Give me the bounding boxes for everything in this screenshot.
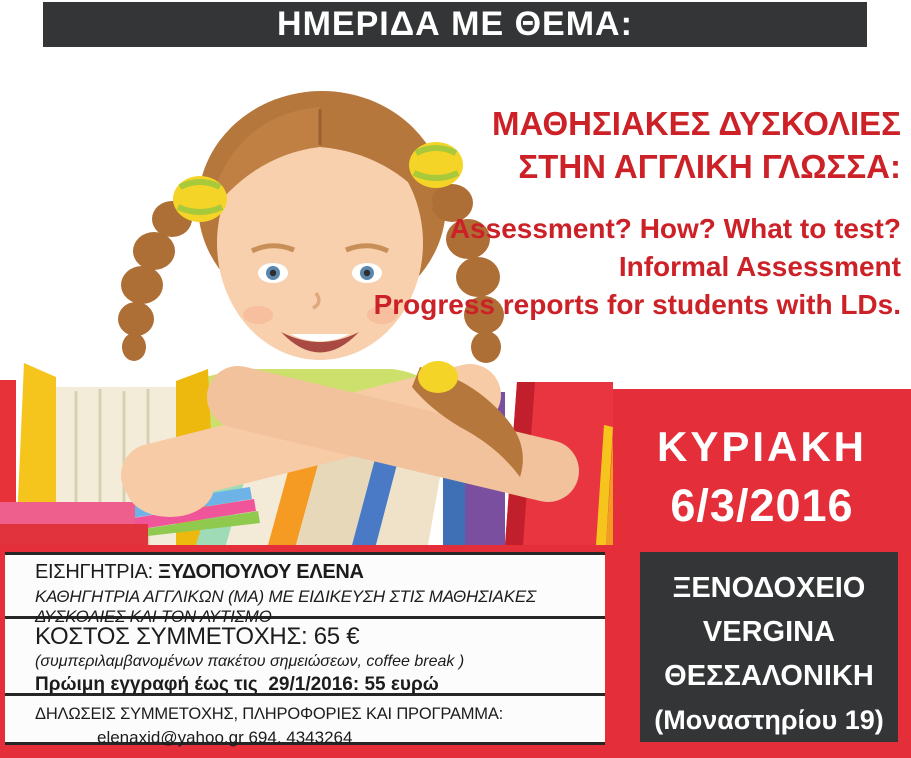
topic-en-line1: Assessment? How? What to test?	[449, 213, 901, 244]
book-red-horizontal	[0, 524, 148, 545]
cost-note: (συμπεριλαμβανομένων πακέτου σημειώσεων, coffee break )	[35, 653, 465, 670]
event-day: ΚΥΡΙΑΚΗ	[656, 423, 868, 470]
venue-city: ΘΕΣΣΑΛΟΝΙΚΗ	[664, 660, 874, 692]
book-pink-horizontal	[0, 502, 135, 524]
topic-heading-line1: ΜΑΘΗΣΙΑΚΕΣ ΔΥΣΚΟΛΙΕΣ	[492, 105, 901, 142]
cost-line	[35, 623, 605, 651]
venue-box	[640, 552, 898, 742]
early-registration: Πρώιμη εγγραφή έως τις 29/1/2016: 55 ευρώ	[35, 674, 439, 695]
speaker-section	[5, 555, 605, 626]
contact-label: ΔΗΛΩΣΕΙΣ ΣΥΜΜΕΤΟΧΗΣ, ΠΛΗΡΟΦΟΡΙΕΣ ΚΑΙ ΠΡΟΓΡΑΜΜΑ:	[35, 705, 504, 723]
speaker-line	[35, 561, 605, 584]
cost-label: ΚΟΣΤΟΣ ΣΥΜΜΕΤΟΧΗΣ:	[35, 623, 308, 650]
cost-section	[5, 619, 605, 696]
venue-address: (Μοναστηρίου 19)	[654, 705, 884, 735]
topic-heading-line2: ΣΤΗΝ ΑΓΓΛΙΚΗ ΓΛΩΣΣΑ:	[518, 148, 901, 185]
speaker-name: ΞΥΔΟΠΟΥΛΟΥ ΕΛΕΝΑ	[158, 561, 364, 583]
event-date: 6/3/2016	[670, 480, 854, 531]
contact-section	[5, 696, 605, 748]
topic-en-line2: Informal Assessment	[618, 251, 901, 282]
braid-left	[118, 201, 192, 361]
topic-heading	[492, 102, 901, 188]
info-panel	[5, 552, 605, 745]
scrunchie-left	[173, 176, 227, 222]
speaker-bio: ΚΑΘΗΓΗΤΡΙΑ ΑΓΓΛΙΚΩΝ (ΜΑ) ΜΕ ΕΙΔΙΚΕΥΣΗ ΣΤΙΣ ΜΑΘΗΣΙΑΚΕΣ ΔΥΣΚΟΛΙΕΣ ΚΑΙ ΤΟΝ ΑΥΤΙΣΜΟ	[35, 587, 536, 626]
scrunchie-right	[409, 142, 463, 188]
cost-amount: 65 €	[313, 623, 360, 650]
venue-name: VERGINA	[702, 616, 836, 648]
info-zone	[0, 545, 613, 758]
cheek-left	[243, 306, 273, 324]
speaker-label: ΕΙΣΗΓΗΤΡΙΑ:	[35, 561, 153, 583]
banner	[43, 2, 867, 47]
topic-subheading	[374, 210, 901, 324]
scrunchie-lower	[418, 361, 458, 393]
contact-details: elenaxid@yahoo.gr 694. 4343264	[97, 728, 353, 747]
venue-hotel: ΞΕΝΟΔΟΧΕΙΟ	[672, 572, 866, 604]
date-venue-panel	[613, 389, 911, 758]
topic-en-line3: Progress reports for students with LDs.	[373, 289, 901, 320]
banner-title: ΗΜΕΡΙΔΑ ΜΕ ΘΕΜΑ:	[277, 5, 633, 43]
